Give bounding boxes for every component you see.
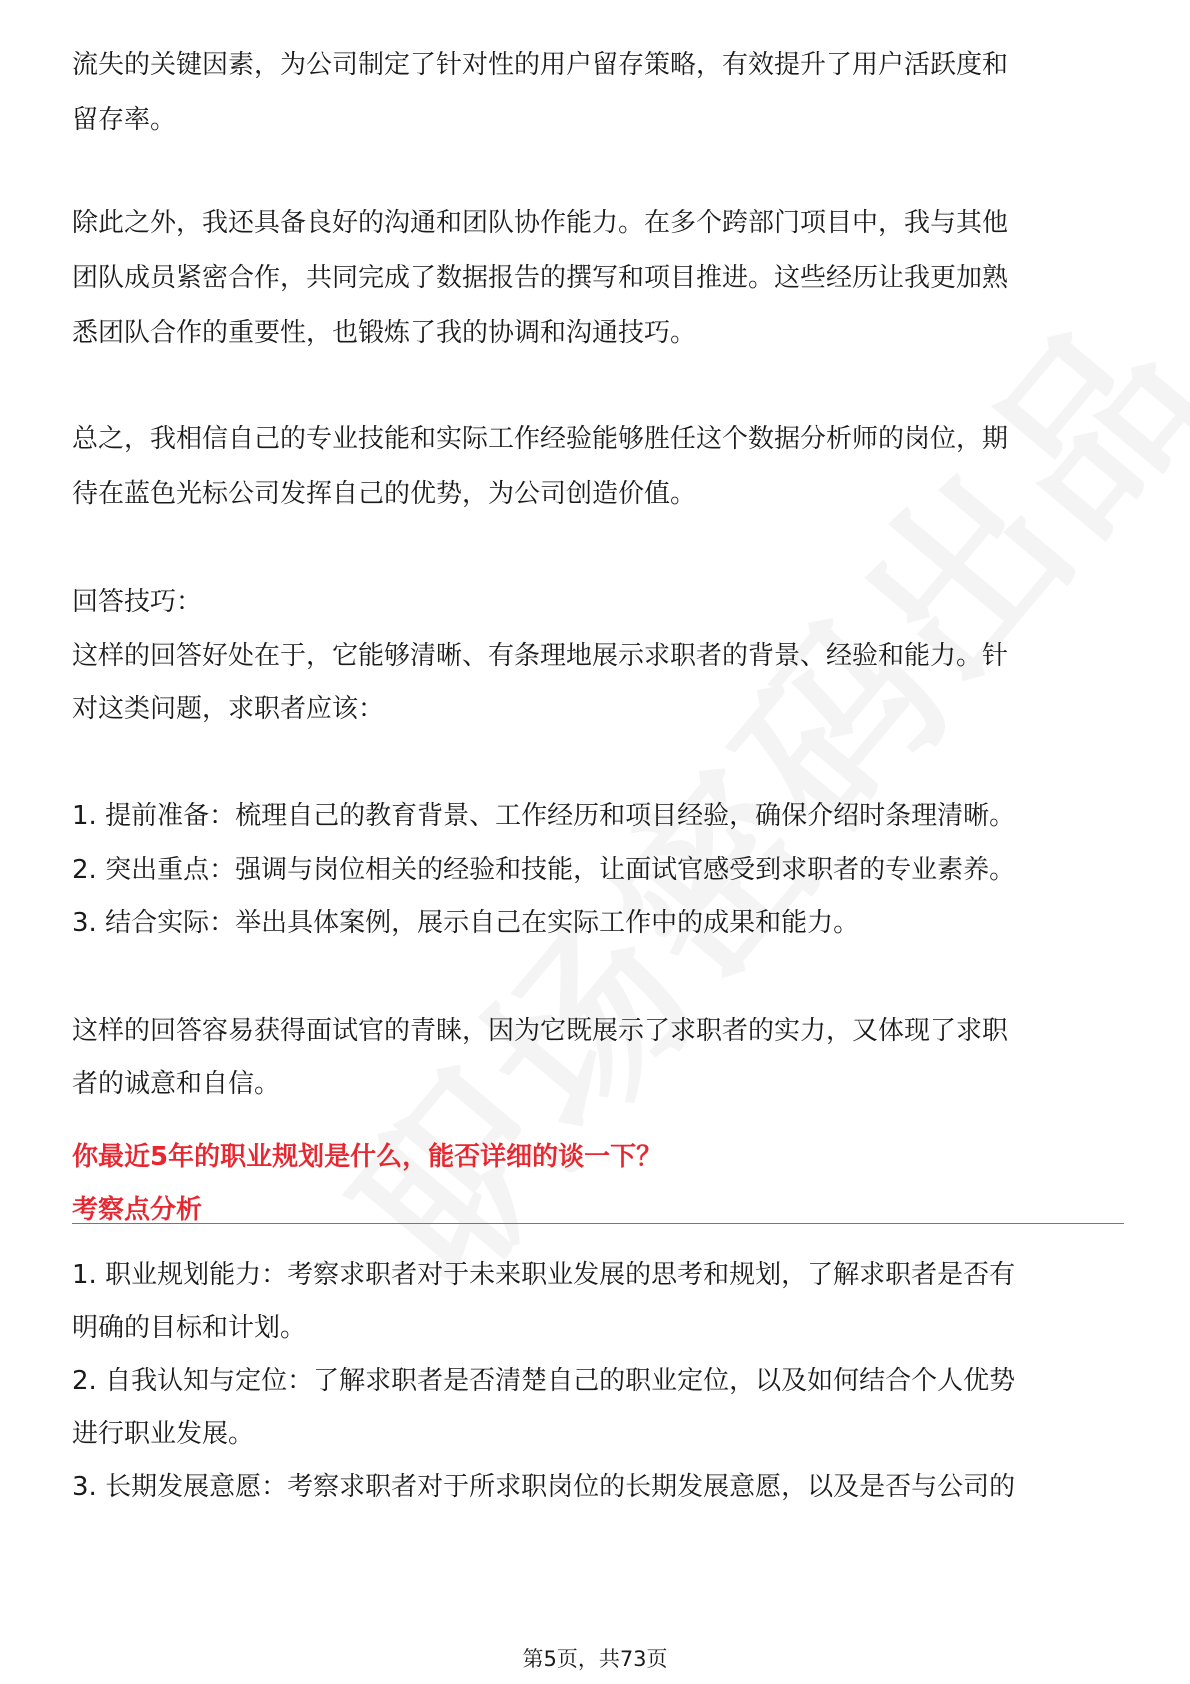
analysis-point-2-line-1: 2. 自我认知与定位：了解求职者是否清楚自己的职业定位，以及如何结合个人优势 (72, 1366, 1016, 1396)
tips-conclusion-line-2: 者的诚意和自信。 (72, 1069, 281, 1099)
analysis-point-1-line-2: 明确的目标和计划。 (72, 1313, 307, 1343)
tips-conclusion-line-1: 这样的回答容易获得面试官的青睐，因为它既展示了求职者的实力，又体现了求职 (72, 1016, 1009, 1046)
tips-item-3: 3. 结合实际：举出具体案例，展示自己在实际工作中的成果和能力。 (72, 908, 860, 938)
page-number: 第5页，共73页 (522, 1647, 668, 1671)
paragraph-3-line-2: 待在蓝色光标公司发挥自己的优势，为公司创造价值。 (72, 479, 697, 509)
analysis-point-3-line-1: 3. 长期发展意愿：考察求职者对于所求职岗位的长期发展意愿，以及是否与公司的 (72, 1472, 1016, 1502)
tips-heading: 回答技巧： (72, 587, 203, 617)
paragraph-1-line-1: 流失的关键因素，为公司制定了针对性的用户留存策略，有效提升了用户活跃度和 (72, 50, 1009, 80)
analysis-point-1-line-1: 1. 职业规划能力：考察求职者对于未来职业发展的思考和规划，了解求职者是否有 (72, 1260, 1016, 1290)
analysis-heading: 考察点分析 (72, 1195, 203, 1225)
paragraph-2-line-2: 团队成员紧密合作，共同完成了数据报告的撰写和项目推进。这些经历让我更加熟 (72, 263, 1009, 293)
tips-item-1: 1. 提前准备：梳理自己的教育背景、工作经历和项目经验，确保介绍时条理清晰。 (72, 801, 1016, 831)
analysis-point-2-line-2: 进行职业发展。 (72, 1419, 255, 1449)
tips-intro-line-2: 对这类问题，求职者应该： (72, 694, 385, 724)
question-title: 你最近5年的职业规划是什么，能否详细的谈一下？ (72, 1142, 663, 1172)
paragraph-2-line-1: 除此之外，我还具备良好的沟通和团队协作能力。在多个跨部门项目中，我与其他 (72, 208, 1009, 238)
tips-intro-line-1: 这样的回答好处在于，它能够清晰、有条理地展示求职者的背景、经验和能力。针 (72, 641, 1009, 671)
tips-item-2: 2. 突出重点：强调与岗位相关的经验和技能，让面试官感受到求职者的专业素养。 (72, 855, 1016, 885)
paragraph-3-line-1: 总之，我相信自己的专业技能和实际工作经验能够胜任这个数据分析师的岗位，期 (72, 424, 1009, 454)
paragraph-1-line-2: 留存率。 (72, 105, 177, 135)
paragraph-2-line-3: 悉团队合作的重要性，也锻炼了我的协调和沟通技巧。 (72, 318, 697, 348)
